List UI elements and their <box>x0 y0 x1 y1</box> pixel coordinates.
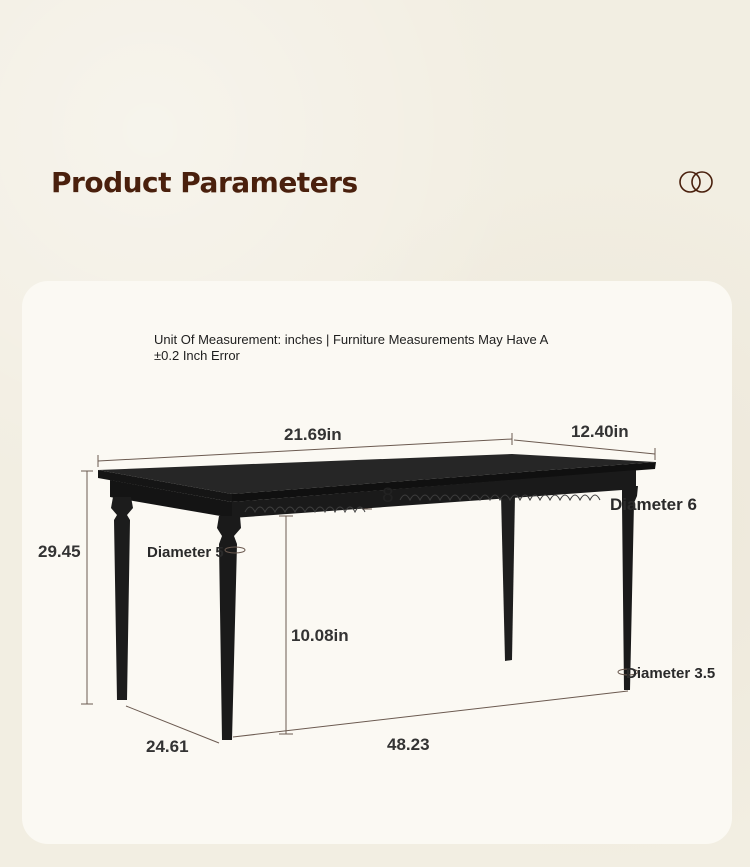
apron-height-label: 8 <box>382 484 394 507</box>
measurement-note-line-1: Unit Of Measurement: inches | Furniture Measurements May Have A <box>154 332 549 347</box>
base-depth-label: 24.61 <box>146 737 189 756</box>
total-height-label: 29.45 <box>38 542 81 561</box>
top-width-label: 12.40in <box>571 422 629 441</box>
top-length-label: 21.69in <box>284 425 342 444</box>
leg-diameter-mid-label: Diameter 5 <box>147 544 224 561</box>
leg-diameter-top-label: Diameter 6 <box>610 495 697 514</box>
base-length-label: 48.23 <box>387 735 430 754</box>
leg-diameter-bottom-label: Diameter 3.5 <box>626 665 716 682</box>
leg-height-label: 10.08in <box>291 626 349 645</box>
measurement-note-line-2: ±0.2 Inch Error <box>154 347 240 363</box>
page-title: Product Parameters <box>51 166 358 199</box>
